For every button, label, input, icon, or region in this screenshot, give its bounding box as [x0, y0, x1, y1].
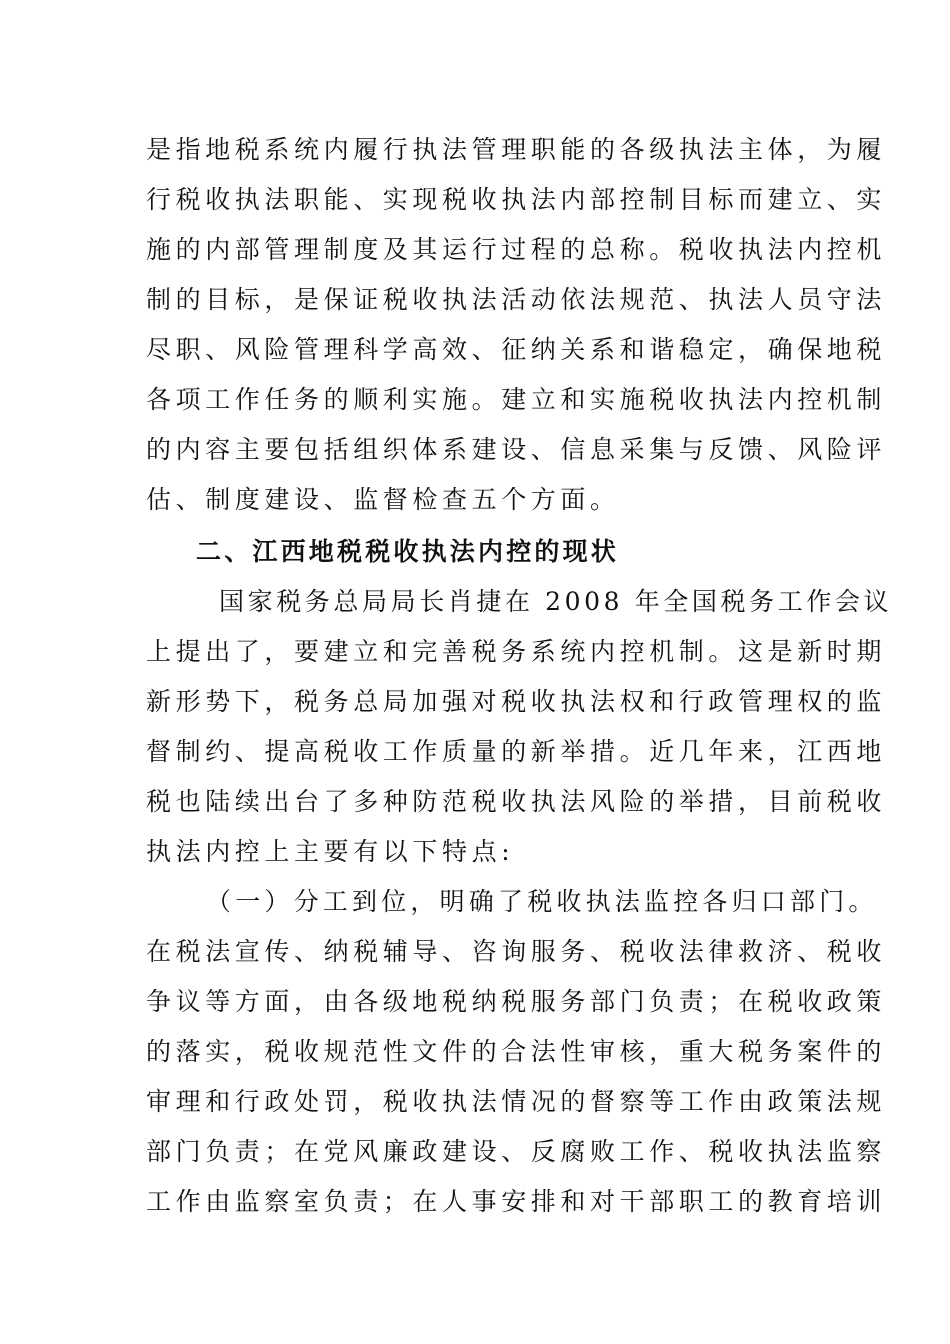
- text-line: 的内容主要包括组织体系建设、信息采集与反馈、风险评: [146, 435, 887, 464]
- text-line: 估、制度建设、监督检查五个方面。: [146, 485, 620, 514]
- text-line: 行税收执法职能、实现税收执法内部控制目标而建立、实: [146, 185, 887, 214]
- text-line: 上提出了，要建立和完善税务系统内控机制。这是新时期: [146, 637, 887, 666]
- text-line: 各项工作任务的顺利实施。建立和实施税收执法内控机制: [146, 385, 887, 414]
- text-line: （一）分工到位，明确了税收执法监控各归口部门。: [206, 887, 878, 916]
- text-line: 审理和行政处罚，税收执法情况的督察等工作由政策法规: [146, 1087, 887, 1116]
- text-line: 争议等方面，由各级地税纳税服务部门负责；在税收政策: [146, 987, 887, 1016]
- text-line: 部门负责；在党风廉政建设、反腐败工作、税收执法监察: [146, 1137, 887, 1166]
- section-heading: 二、江西地税税收执法内控的现状: [196, 537, 620, 566]
- text-line: 的落实，税收规范性文件的合法性审核，重大税务案件的: [146, 1037, 887, 1066]
- text-line: 制的目标，是保证税收执法活动依法规范、执法人员守法: [146, 285, 887, 314]
- text-line: 尽职、风险管理科学高效、征纳关系和谐稳定，确保地税: [146, 335, 887, 364]
- text-line: 施的内部管理制度及其运行过程的总称。税收执法内控机: [146, 235, 887, 264]
- text-line: 执法内控上主要有以下特点:: [146, 837, 515, 866]
- text-line: 国家税务总局局长肖捷在 2008 年全国税务工作会议: [219, 587, 893, 616]
- text-line: 在税法宣传、纳税辅导、咨询服务、税收法律救济、税收: [146, 937, 887, 966]
- text-line: 工作由监察室负责；在人事安排和对干部职工的教育培训: [146, 1187, 887, 1216]
- text-line: 督制约、提高税收工作质量的新举措。近几年来，江西地: [146, 737, 887, 766]
- text-line: 是指地税系统内履行执法管理职能的各级执法主体，为履: [146, 135, 887, 164]
- text-line: 新形势下，税务总局加强对税收执法权和行政管理权的监: [146, 687, 887, 716]
- text-line: 税也陆续出台了多种防范税收执法风险的举措，目前税收: [146, 787, 887, 816]
